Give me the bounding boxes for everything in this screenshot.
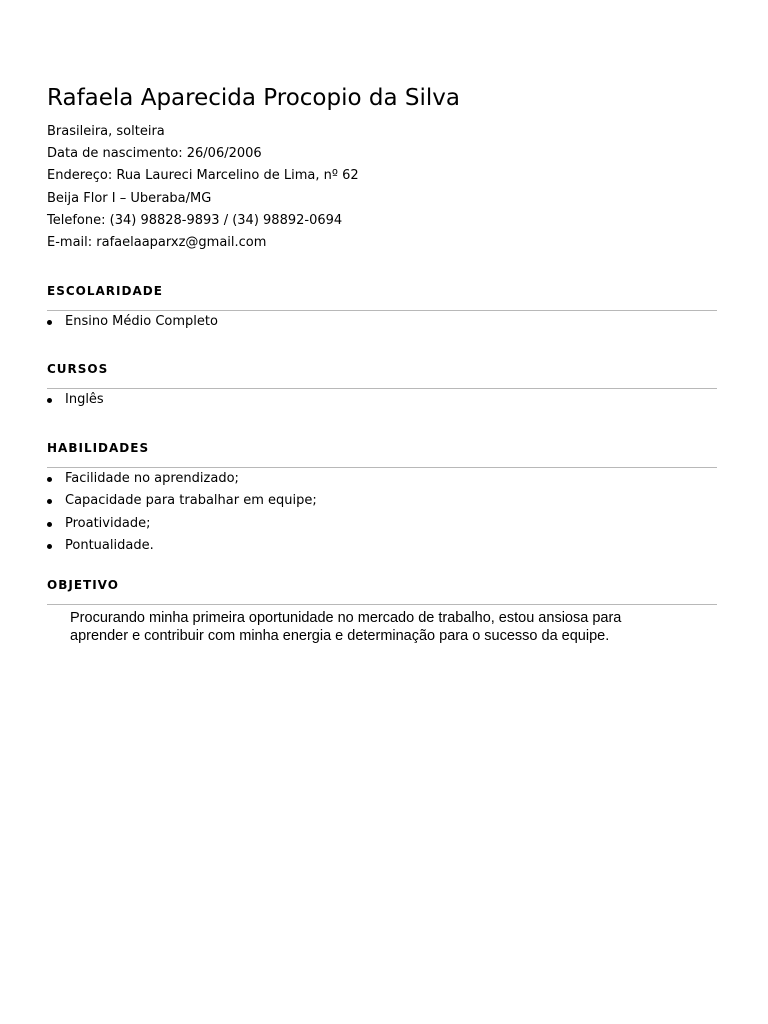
list-item (47, 513, 717, 535)
personal-info (47, 121, 359, 254)
nationality-status: Brasileira, solteira (47, 124, 165, 139)
bullet-icon (47, 320, 52, 325)
objective-line-2: aprender e contribuir com minha energia e determinação para o sucesso da equipe. (70, 628, 610, 644)
list-item-text: Pontualidade. (65, 538, 154, 554)
birth-date: Data de nascimento: 26/06/2006 (47, 146, 262, 162)
bullet-icon (47, 398, 52, 403)
list-item (47, 490, 717, 512)
list-item (47, 389, 717, 411)
section-habilidades (47, 440, 717, 558)
bullet-icon (47, 522, 52, 527)
list-item (47, 535, 717, 557)
section-title-escolaridade: ESCOLARIDADE (47, 284, 163, 298)
phone-numbers: Telefone: (34) 98828-9893 / (34) 98892-0694 (47, 212, 343, 228)
list-item-text: Proatividade; (65, 515, 151, 531)
address-street: Endereço: Rua Laureci Marcelino de Lima, nº 62 (47, 168, 359, 184)
section-title-objetivo: OBJETIVO (47, 578, 119, 592)
list-item-text: Ensino Médio Completo (65, 314, 218, 329)
bullet-icon (47, 544, 52, 549)
habilidades-list (47, 468, 717, 558)
objective-paragraph (70, 609, 710, 645)
section-title-habilidades: HABILIDADES (47, 441, 150, 455)
section-escolaridade (47, 283, 717, 333)
objective-line-1: Procurando minha primeira oportunidade no mercado de trabalho, estou ansiosa para (70, 610, 622, 626)
section-title-cursos: CURSOS (47, 362, 109, 376)
list-item (47, 468, 717, 490)
candidate-name: Rafaela Aparecida Procopio da Silva (47, 85, 460, 111)
section-objetivo (47, 577, 717, 645)
email: E-mail: rafaelaaparxz@gmail.com (47, 235, 267, 251)
list-item-text: Capacidade para trabalhar em equipe; (65, 493, 317, 509)
bullet-icon (47, 499, 52, 504)
list-item-text: Facilidade no aprendizado; (65, 471, 239, 486)
list-item-text: Inglês (65, 392, 104, 407)
section-cursos (47, 361, 717, 411)
section-divider (47, 604, 717, 605)
cursos-list (47, 389, 717, 411)
bullet-icon (47, 477, 52, 482)
list-item (47, 311, 717, 333)
address-city: Beija Flor I – Uberaba/MG (47, 190, 212, 206)
escolaridade-list (47, 311, 717, 333)
